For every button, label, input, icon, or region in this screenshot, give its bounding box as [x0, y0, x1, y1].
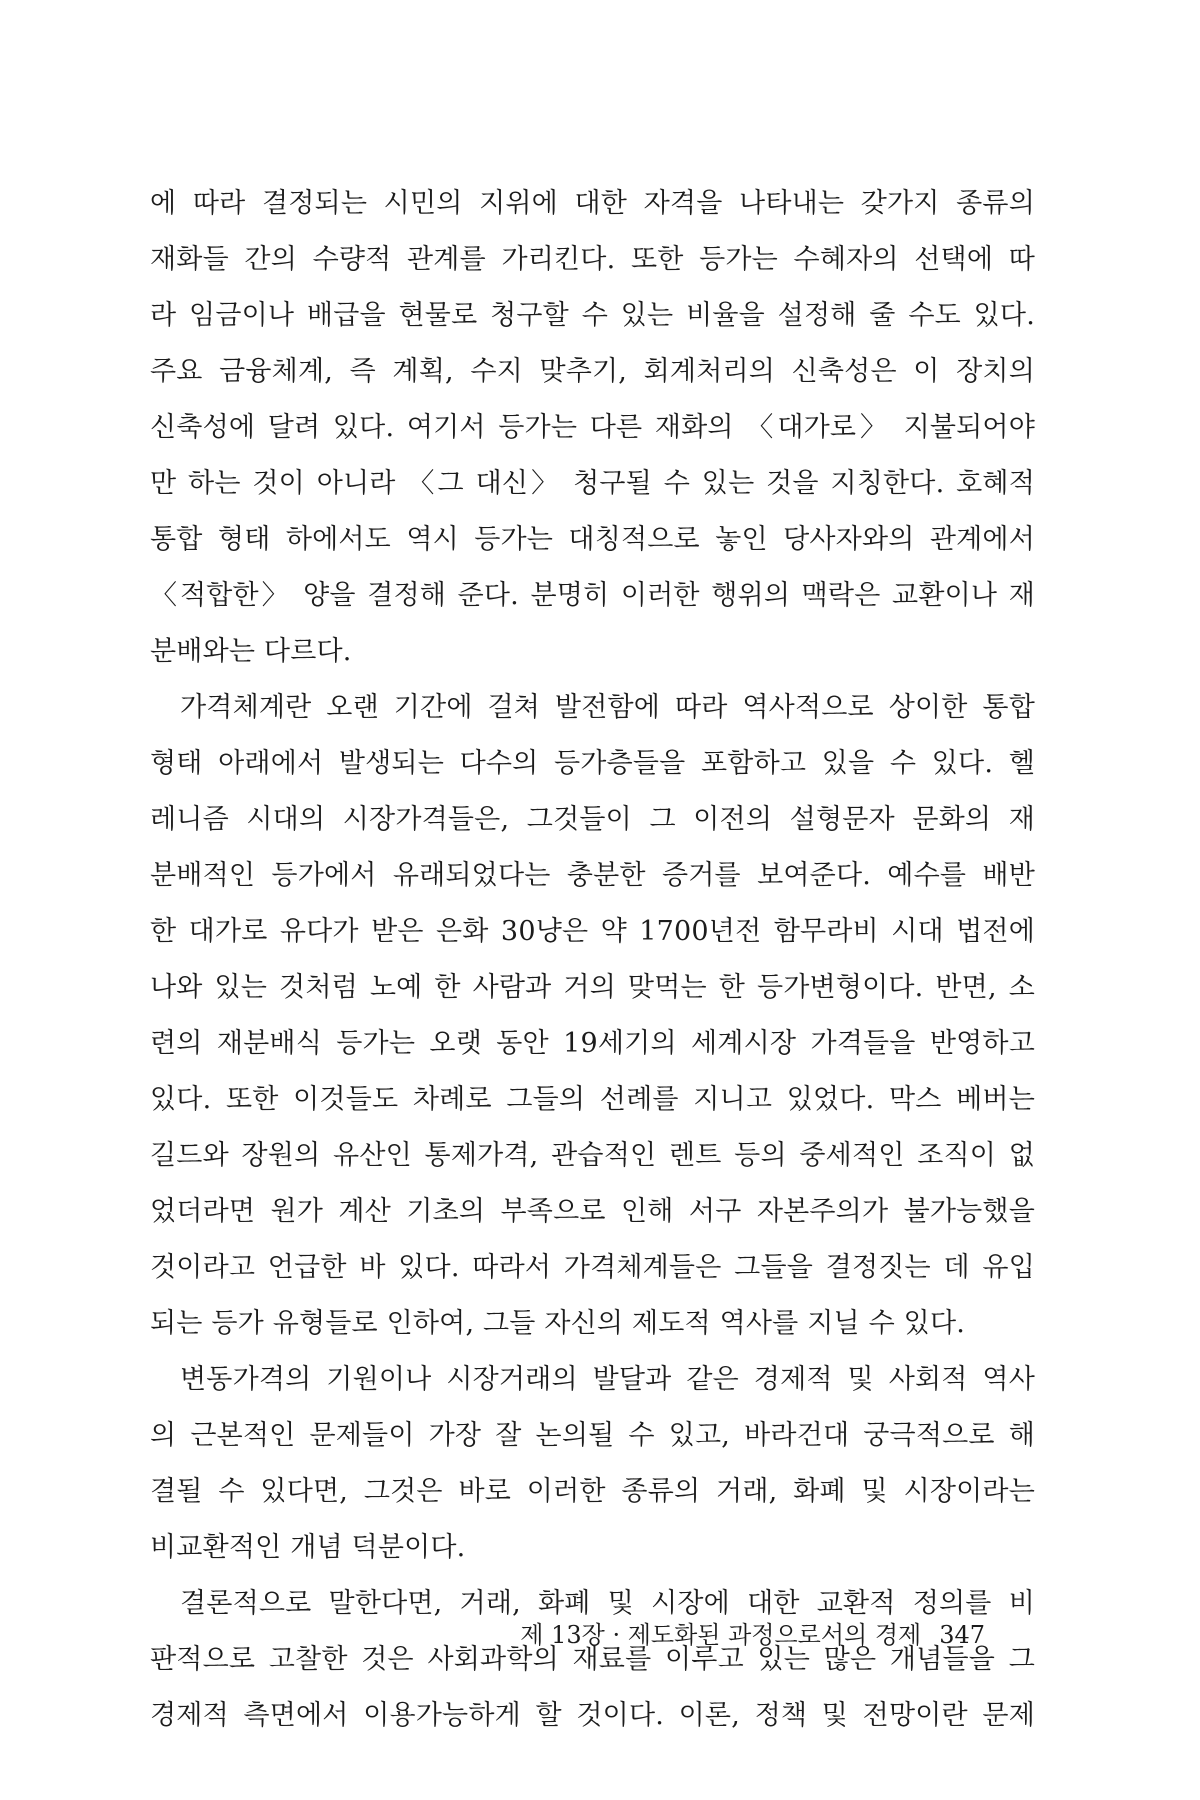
text-line: 있다. 또한 이것들도 차례로 그들의 선례를 지니고 있었다. 막스 베버는: [150, 1084, 1035, 1115]
text-line: 만 하는 것이 아니라 〈그 대신〉 청구될 수 있는 것을 지칭한다. 호혜적: [150, 468, 1035, 499]
running-head: 제 13장 · 제도화된 과정으로서의 경제: [520, 1621, 922, 1649]
text-line: 의 근본적인 문제들이 가장 잘 논의될 수 있고, 바라건대 궁극적으로 해: [150, 1420, 1035, 1451]
text-line: 통합 형태 하에서도 역시 등가는 대칭적으로 놓인 당사자와의 관계에서: [150, 524, 1035, 555]
text-line: 경제적 측면에서 이용가능하게 할 것이다. 이론, 정책 및 전망이란 문제: [150, 1700, 1035, 1731]
text-line: 변동가격의 기원이나 시장거래의 발달과 같은 경제적 및 사회적 역사: [180, 1364, 1035, 1395]
text-line: 분배적인 등가에서 유래되었다는 충분한 증거를 보여준다. 예수를 배반: [150, 860, 1035, 891]
text-line: 레니즘 시대의 시장가격들은, 그것들이 그 이전의 설형문자 문화의 재: [150, 804, 1035, 835]
text-line: 라 임금이나 배급을 현물로 청구할 수 있는 비율을 설정해 줄 수도 있다.: [150, 300, 1035, 331]
text-line: 가격체계란 오랜 기간에 걸쳐 발전함에 따라 역사적으로 상이한 통합: [180, 692, 1035, 723]
text-line: 〈적합한〉 양을 결정해 준다. 분명히 이러한 행위의 맥락은 교환이나 재: [150, 580, 1035, 611]
text-line: 길드와 장원의 유산인 통제가격, 관습적인 렌트 등의 중세적인 조직이 없: [150, 1140, 1035, 1171]
text-line: 형태 아래에서 발생되는 다수의 등가층들을 포함하고 있을 수 있다. 헬: [150, 748, 1035, 779]
text-line: 주요 금융체계, 즉 계획, 수지 맞추기, 회계처리의 신축성은 이 장치의: [150, 356, 1035, 387]
text-line: 한 대가로 유다가 받은 은화 30냥은 약 1700년전 함무라비 시대 법전에: [150, 916, 1035, 947]
text-line: 되는 등가 유형들로 인하여, 그들 자신의 제도적 역사를 지닐 수 있다.: [150, 1308, 966, 1339]
text-line: 재화들 간의 수량적 관계를 가리킨다. 또한 등가는 수혜자의 선택에 따: [150, 244, 1035, 275]
body-text: [150, 176, 1035, 1744]
text-line: 것이라고 언급한 바 있다. 따라서 가격체계들은 그들을 결정짓는 데 유입: [150, 1252, 1035, 1283]
text-line: 련의 재분배식 등가는 오랫 동안 19세기의 세계시장 가격들을 반영하고: [150, 1028, 1035, 1059]
text-line: 판적으로 고찰한 것은 사회과학의 재료를 이루고 있는 많은 개념들을 그: [150, 1644, 1035, 1675]
text-line: 결될 수 있다면, 그것은 바로 이러한 종류의 거래, 화폐 및 시장이라는: [150, 1476, 1035, 1507]
text-line: 분배와는 다르다.: [150, 636, 352, 667]
page-number: 347: [939, 1621, 985, 1649]
text-line: 결론적으로 말한다면, 거래, 화폐 및 시장에 대한 교환적 정의를 비: [180, 1588, 1035, 1619]
text-line: 에 따라 결정되는 시민의 지위에 대한 자격을 나타내는 갖가지 종류의: [150, 188, 1035, 219]
text-line: 신축성에 달려 있다. 여기서 등가는 다른 재화의 〈대가로〉 지불되어야: [150, 412, 1035, 443]
page-footer: [150, 1615, 985, 1655]
text-line: 나와 있는 것처럼 노예 한 사람과 거의 맞먹는 한 등가변형이다. 반면, 소: [150, 972, 1035, 1003]
text-line: 었더라면 원가 계산 기초의 부족으로 인해 서구 자본주의가 불가능했을: [150, 1196, 1035, 1227]
text-line: 비교환적인 개념 덕분이다.: [150, 1532, 466, 1563]
